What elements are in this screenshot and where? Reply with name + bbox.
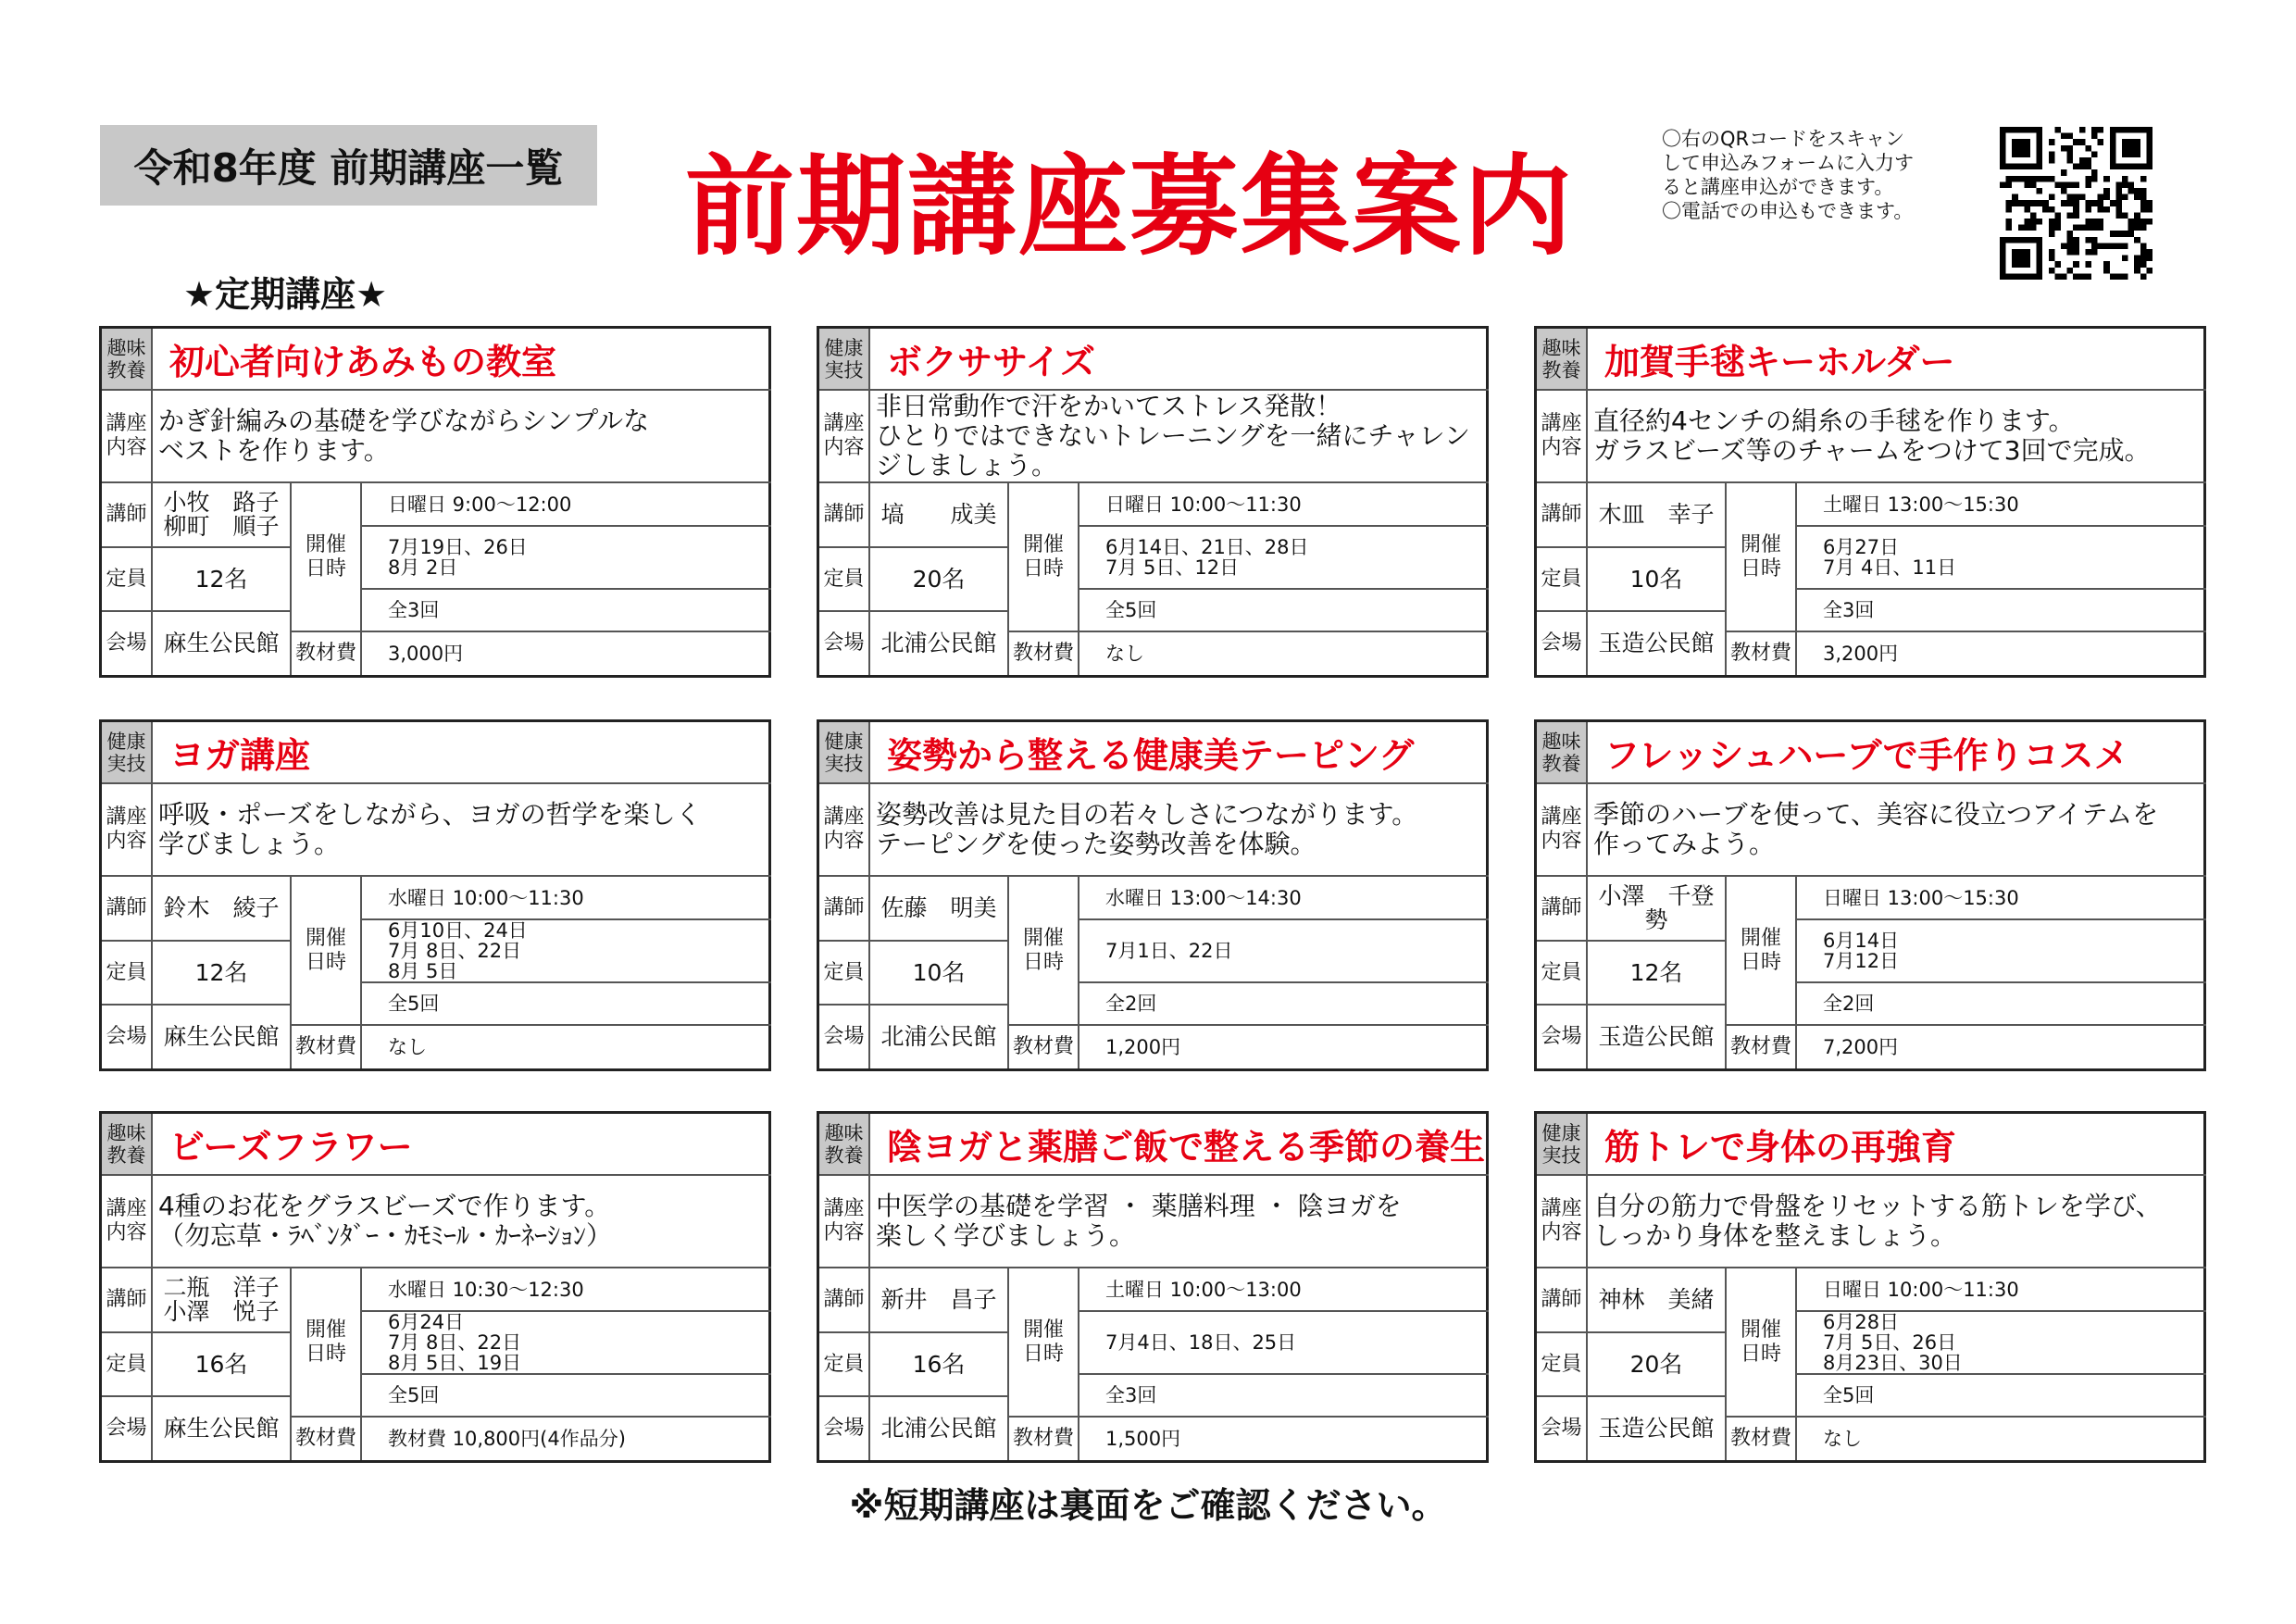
venue-label: 会場 — [102, 1397, 153, 1460]
category-label: 健康 実技 — [819, 329, 870, 391]
course-description: 4種のお花をグラスビーズで作ります。 （勿忘草・ﾗﾍﾞﾝﾀﾞｰ・ｶﾓﾐｰﾙ・ｶｰﾈｰｼｮﾝ） — [153, 1176, 771, 1268]
datetime-label: 開催 日時 — [292, 877, 362, 1026]
course-title: 姿勢から整える健康美テーピング — [870, 722, 1489, 784]
content-label: 講座 内容 — [819, 784, 870, 877]
capacity-value: 12名 — [153, 942, 292, 1006]
schedule-time: 日曜日 9:00～12:00 — [362, 483, 771, 527]
session-count: 全2回 — [1797, 983, 2206, 1026]
fee-value: 3,000円 — [388, 643, 464, 665]
datetime-label: 開催 日時 — [1009, 877, 1079, 1026]
course-description: かぎ針編みの基礎を学びながらシンプルな ベストを作ります。 — [153, 391, 771, 483]
venue-label: 会場 — [819, 1397, 870, 1460]
schedule-dates: 6月28日 7月 5日、26日 8月23日、30日 — [1797, 1312, 2206, 1375]
course-card — [99, 1111, 771, 1463]
category-label: 健康 実技 — [819, 722, 870, 784]
teacher-label: 講師 — [102, 483, 153, 548]
course-description: 自分の筋力で骨盤をリセットする筋トレを学び、 しっかり身体を整えましょう。 — [1588, 1176, 2206, 1268]
course-card — [817, 326, 1489, 678]
category-label: 趣味 教養 — [1537, 722, 1588, 784]
course-card — [99, 326, 771, 678]
session-count: 全3回 — [1797, 590, 2206, 632]
datetime-label: 開催 日時 — [1727, 877, 1797, 1026]
course-card — [1534, 719, 2206, 1071]
teacher-value: 塙 成美 — [870, 483, 1009, 548]
datetime-label: 開催 日時 — [1009, 483, 1079, 632]
course-description: 姿勢改善は見た目の若々しさにつながります。 テーピングを使った姿勢改善を体験。 — [870, 784, 1489, 877]
content-label: 講座 内容 — [102, 1176, 153, 1268]
capacity-value: 20名 — [870, 548, 1009, 612]
schedule-time: 日曜日 13:00～15:30 — [1797, 877, 2206, 920]
fee-value: なし — [1105, 643, 1144, 665]
schedule-dates: 6月27日 7月 4日、11日 — [1797, 527, 2206, 590]
schedule-dates: 6月24日 7月 8日、22日 8月 5日、19日 — [362, 1312, 771, 1375]
venue-value: 北浦公民館 — [870, 612, 1009, 675]
venue-value: 北浦公民館 — [870, 1397, 1009, 1460]
category-label: 趣味 教養 — [102, 1114, 153, 1176]
note-line: 〇右のQRコードをスキャン — [1662, 128, 1905, 150]
fee-label: 教材費 — [292, 1026, 362, 1068]
note-line: ると講座申込ができます。 — [1662, 176, 1894, 198]
venue-label: 会場 — [819, 1006, 870, 1068]
capacity-value: 12名 — [153, 548, 292, 612]
course-title: 筋トレで身体の再強育 — [1588, 1114, 2206, 1176]
fee-value: なし — [1823, 1428, 1862, 1450]
fee-label: 教材費 — [292, 1418, 362, 1460]
venue-label: 会場 — [102, 612, 153, 675]
fee-value: なし — [388, 1036, 427, 1058]
schedule-dates: 6月10日、24日 7月 8日、22日 8月 5日 — [362, 920, 771, 983]
schedule-dates: 7月1日、22日 — [1079, 920, 1489, 983]
venue-label: 会場 — [1537, 612, 1588, 675]
fee-label: 教材費 — [1727, 1418, 1797, 1460]
fee-value: 1,200円 — [1105, 1036, 1181, 1058]
session-count: 全2回 — [1079, 983, 1489, 1026]
teacher-value: 小牧 路子 柳町 順子 — [153, 483, 292, 548]
session-count: 全3回 — [362, 590, 771, 632]
capacity-label: 定員 — [102, 548, 153, 612]
venue-value: 麻生公民館 — [153, 1397, 292, 1460]
teacher-label: 講師 — [819, 483, 870, 548]
schedule-time: 水曜日 10:00～11:30 — [362, 877, 771, 920]
capacity-label: 定員 — [1537, 1333, 1588, 1397]
fee-value: 1,500円 — [1105, 1428, 1181, 1450]
course-title: ヨガ講座 — [153, 722, 771, 784]
course-card — [99, 719, 771, 1071]
teacher-value: 佐藤 明美 — [870, 877, 1009, 942]
schedule-time: 水曜日 13:00～14:30 — [1079, 877, 1489, 920]
qr-code-icon[interactable] — [2000, 127, 2152, 280]
content-label: 講座 内容 — [819, 1176, 870, 1268]
course-description: 中医学の基礎を学習 ・ 薬膳料理 ・ 陰ヨガを 楽しく学びましょう。 — [870, 1176, 1489, 1268]
course-description: 呼吸・ポーズをしながら、ヨガの哲学を楽しく 学びましょう。 — [153, 784, 771, 877]
teacher-value: 鈴木 綾子 — [153, 877, 292, 942]
schedule-time: 土曜日 10:00～13:00 — [1079, 1268, 1489, 1312]
category-label: 趣味 教養 — [102, 329, 153, 391]
venue-value: 玉造公民館 — [1588, 612, 1727, 675]
category-label: 趣味 教養 — [819, 1114, 870, 1176]
course-title: ボクササイズ — [870, 329, 1489, 391]
fee-value: 3,200円 — [1823, 643, 1899, 665]
datetime-label: 開催 日時 — [1009, 1268, 1079, 1418]
session-count: 全3回 — [1079, 1375, 1489, 1418]
schedule-time: 日曜日 10:00～11:30 — [1797, 1268, 2206, 1312]
fee-label: 教材費 — [1009, 632, 1079, 675]
content-label: 講座 内容 — [1537, 784, 1588, 877]
teacher-value: 神林 美緒 — [1588, 1268, 1727, 1333]
category-label: 趣味 教養 — [1537, 329, 1588, 391]
capacity-value: 12名 — [1588, 942, 1727, 1006]
session-count: 全5回 — [362, 1375, 771, 1418]
session-count: 全5回 — [362, 983, 771, 1026]
fee-label: 教材費 — [1009, 1418, 1079, 1460]
course-title: 加賀手毬キーホルダー — [1588, 329, 2206, 391]
schedule-time: 日曜日 10:00～11:30 — [1079, 483, 1489, 527]
note-line: して申込みフォームに入力す — [1662, 152, 1914, 174]
teacher-label: 講師 — [819, 1268, 870, 1333]
capacity-value: 10名 — [870, 942, 1009, 1006]
capacity-value: 16名 — [870, 1333, 1009, 1397]
datetime-label: 開催 日時 — [1727, 483, 1797, 632]
capacity-value: 20名 — [1588, 1333, 1727, 1397]
teacher-value: 小澤 千登勢 — [1588, 877, 1727, 942]
content-label: 講座 内容 — [819, 391, 870, 483]
capacity-label: 定員 — [1537, 548, 1588, 612]
datetime-label: 開催 日時 — [1727, 1268, 1797, 1418]
fee-label: 教材費 — [1727, 632, 1797, 675]
session-count: 全5回 — [1797, 1375, 2206, 1418]
schedule-time: 土曜日 13:00～15:30 — [1797, 483, 2206, 527]
fee-label: 教材費 — [1727, 1026, 1797, 1068]
datetime-label: 開催 日時 — [292, 483, 362, 632]
schedule-dates: 7月19日、26日 8月 2日 — [362, 527, 771, 590]
content-label: 講座 内容 — [1537, 391, 1588, 483]
capacity-label: 定員 — [819, 548, 870, 612]
page-subtitle: 令和8年度 前期講座一覧 — [100, 125, 597, 206]
venue-value: 玉造公民館 — [1588, 1006, 1727, 1068]
schedule-dates: 7月4日、18日、25日 — [1079, 1312, 1489, 1375]
teacher-value: 木皿 幸子 — [1588, 483, 1727, 548]
course-card — [817, 719, 1489, 1071]
fee-label: 教材費 — [1009, 1026, 1079, 1068]
capacity-value: 16名 — [153, 1333, 292, 1397]
course-title: 陰ヨガと薬膳ご飯で整える季節の養生 — [870, 1114, 1489, 1176]
datetime-label: 開催 日時 — [292, 1268, 362, 1418]
fee-value: 7,200円 — [1823, 1036, 1899, 1058]
course-description: 季節のハーブを使って、美容に役立つアイテムを 作ってみよう。 — [1588, 784, 2206, 877]
venue-value: 玉造公民館 — [1588, 1397, 1727, 1460]
fee-value: 教材費 10,800円(4作品分) — [388, 1428, 626, 1450]
teacher-label: 講師 — [1537, 1268, 1588, 1333]
course-description: 非日常動作で汗をかいてストレス発散！ ひとりではできないトレーニングを一緒にチャレン ジしましょう。 — [870, 391, 1489, 483]
capacity-label: 定員 — [1537, 942, 1588, 1006]
venue-label: 会場 — [819, 612, 870, 675]
course-description: 直径約4センチの絹糸の手毬を作ります。 ガラスビーズ等のチャームをつけて3回で完成。 — [1588, 391, 2206, 483]
course-title: ビーズフラワー — [153, 1114, 771, 1176]
footer-note: ※短期講座は裏面をご確認ください。 — [849, 1485, 1447, 1526]
venue-value: 麻生公民館 — [153, 612, 292, 675]
teacher-value: 新井 昌子 — [870, 1268, 1009, 1333]
capacity-label: 定員 — [819, 1333, 870, 1397]
content-label: 講座 内容 — [102, 391, 153, 483]
content-label: 講座 内容 — [1537, 1176, 1588, 1268]
venue-label: 会場 — [102, 1006, 153, 1068]
session-count: 全5回 — [1079, 590, 1489, 632]
section-heading: ★定期講座★ — [183, 274, 388, 315]
schedule-dates: 6月14日 7月12日 — [1797, 920, 2206, 983]
note-line: 〇電話での申込もできます。 — [1662, 200, 1914, 222]
course-title: 初心者向けあみもの教室 — [153, 329, 771, 391]
venue-value: 北浦公民館 — [870, 1006, 1009, 1068]
teacher-value: 二瓶 洋子 小澤 悦子 — [153, 1268, 292, 1333]
course-card — [817, 1111, 1489, 1463]
capacity-label: 定員 — [102, 942, 153, 1006]
course-title: フレッシュハーブで手作りコスメ — [1588, 722, 2206, 784]
venue-label: 会場 — [1537, 1006, 1588, 1068]
course-card — [1534, 326, 2206, 678]
schedule-dates: 6月14日、21日、28日 7月 5日、12日 — [1079, 527, 1489, 590]
teacher-label: 講師 — [819, 877, 870, 942]
venue-value: 麻生公民館 — [153, 1006, 292, 1068]
fee-label: 教材費 — [292, 632, 362, 675]
category-label: 健康 実技 — [1537, 1114, 1588, 1176]
content-label: 講座 内容 — [102, 784, 153, 877]
venue-label: 会場 — [1537, 1397, 1588, 1460]
schedule-time: 水曜日 10:30～12:30 — [362, 1268, 771, 1312]
page-title: 前期講座募集案内 — [685, 143, 1575, 270]
application-notes — [1662, 127, 1914, 223]
category-label: 健康 実技 — [102, 722, 153, 784]
teacher-label: 講師 — [1537, 483, 1588, 548]
teacher-label: 講師 — [102, 1268, 153, 1333]
capacity-label: 定員 — [819, 942, 870, 1006]
teacher-label: 講師 — [1537, 877, 1588, 942]
teacher-label: 講師 — [102, 877, 153, 942]
capacity-label: 定員 — [102, 1333, 153, 1397]
capacity-value: 10名 — [1588, 548, 1727, 612]
course-card — [1534, 1111, 2206, 1463]
